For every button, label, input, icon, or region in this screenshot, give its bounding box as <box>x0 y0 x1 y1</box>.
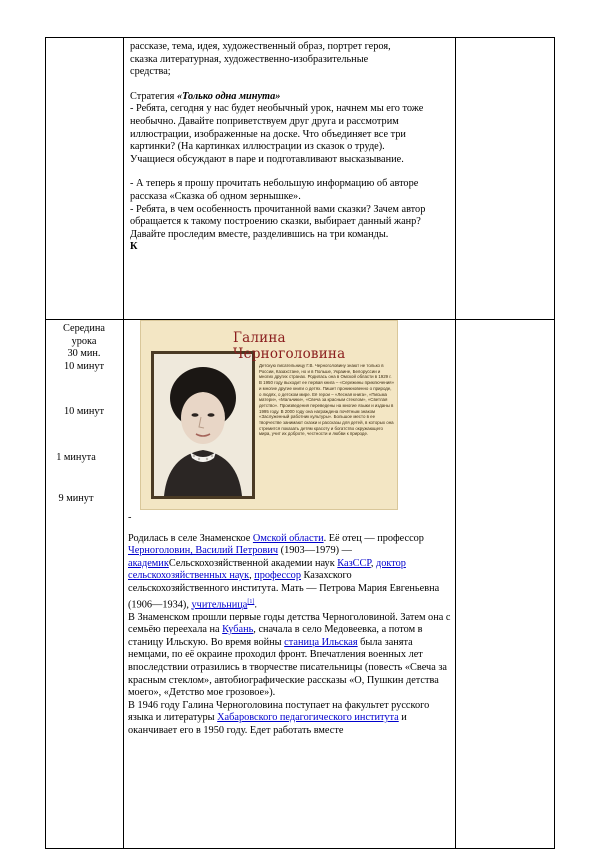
strategy-name: «Только одна минута» <box>176 90 281 102</box>
portrait-illustration <box>154 354 252 496</box>
bio-text-3: (1903—1979) — <box>278 545 352 557</box>
terms-line-3: средства; <box>130 66 171 78</box>
lesson-content-top <box>130 41 452 254</box>
bio-text-6: , <box>249 570 255 582</box>
footnote-link[interactable]: [1] <box>247 598 255 605</box>
link-khabarovsk-institute[interactable]: Хабаровского педагогического института <box>217 712 399 724</box>
stage-duration: 30 мин. <box>67 348 101 360</box>
stage-time-1: 10 минут <box>63 360 105 372</box>
bio-paragraph-2 <box>128 612 452 700</box>
pair-discussion-paragraph: Учащиеся обсуждают в паре и подготавливают высказывание. <box>130 153 404 165</box>
fairy-tale-question-paragraph: - Ребята, в чем особенность прочитанной вами сказки? Зачем автор обращается к такому построению сказки, выбирает данный жанр? Давайте проследим вместе, разделившись на три команды. <box>130 203 426 240</box>
table-top-left-cell <box>45 37 124 320</box>
bio-text-7: Казахского сельскохозяйственного института. Мать — Петрова Мария Евгеньевна (1906—1934), <box>128 570 440 610</box>
stage-label-line-2: урока <box>71 335 97 347</box>
stage-label <box>48 323 120 373</box>
teacher-intro-paragraph: - Ребята, сегодня у нас будет необычный урок, начнем мы его тоже необычно. Давайте поприветствуем друг друга и рассмотрим иллюстрации, изображенные на доске. Что объединяет все три картинки? (На картинках иллюстрации из сказок о труде). <box>130 103 424 153</box>
bio-dash: - <box>128 512 132 523</box>
link-doctor-of-agriculture[interactable]: доктор сельскохозяйственных наук <box>128 557 406 582</box>
stage-time-4: 9 минут <box>58 493 94 504</box>
trailing-letter: К <box>130 241 138 253</box>
bio-p2-text-3: была занята немцами, по её окраине проходил фронт. Впечатления военных лет впоследствии отразились в творчестве писательницы (повесть «Свеча за красным стеклом», автобиографические рассказы «О, Пушкин детства моего», «Детство мое грозовое»). <box>128 636 447 699</box>
bio-paragraph-1 <box>128 533 452 612</box>
terms-line-2: сказка литературная, художественно-изобразительные <box>130 53 369 65</box>
stage-label-line-1: Середина <box>63 323 105 334</box>
link-professor[interactable]: профессор <box>254 570 301 582</box>
stage-time-3: 1 минута <box>56 452 96 463</box>
bio-text-4: Сельскохозяйственной академии наук <box>168 557 338 569</box>
bio-text-8: . <box>254 598 257 610</box>
table-bottom-right-cell <box>455 319 555 849</box>
link-kuban[interactable]: Кубань <box>222 624 254 636</box>
stage-time-2: 10 минут <box>63 406 105 417</box>
strategy-prefix: Стратегия <box>130 90 177 102</box>
table-bottom-left-cell <box>45 319 124 849</box>
terms-line-1: рассказе, тема, идея, художественный образ, портрет героя, <box>130 41 391 52</box>
read-author-paragraph: - А теперь я прошу прочитать небольшую информацию об авторе рассказа «Сказка об одном зернышке». <box>130 178 419 202</box>
bio-p3-text-1: В 1946 году Галина Черноголовина поступает на факультет русского языка и литературы <box>128 699 430 724</box>
link-omsk-region[interactable]: Омской области <box>252 532 324 544</box>
link-ilskaya[interactable]: станица Ильская <box>284 636 358 648</box>
biography-block <box>128 512 452 738</box>
link-teacher[interactable]: учительница <box>191 598 248 610</box>
bio-p2-text-2: , сначала в село Медовеевка, а потом в станицу Ильскую. Во время войны <box>128 624 423 648</box>
link-kazssr[interactable]: КазССР <box>337 557 371 569</box>
card-description: Детскую писательницу Г.В. Черноголовину знают не только в России, Казахстане, но и в Польше, Украине, Белоруссии и многих других странах. Родилась она в Омской области в 1929 г. В 1950 году выходит ее первая книга – «Сережины приключения» и многие другие книги о детях. Пишет проникновенно о природе, о людях, о детском мире. Её герои – «Лесная книга», «Письма матери», «Мальчики», «Свеча за красным стеклом», «Светлая детство». Произведения переведены на многие языки и изданы в 1995 году. В 2000 году она награждена почётным знаком «Заслуженный работник культуры». Большое место в ее творчестве занимают сказки и рассказы для детей, в которых она стремится показать детям красоту и богатство окружающего мира, учит их доброте, честности и любви к природе. <box>259 363 395 437</box>
link-academician[interactable]: академик <box>128 557 169 569</box>
bio-paragraph-3 <box>128 700 452 738</box>
link-father[interactable]: Черноголовин, Василий Петрович <box>128 545 279 557</box>
bio-text-1: Родилась в селе Знаменское <box>128 532 253 544</box>
strategy-heading <box>130 91 452 104</box>
author-info-card <box>140 320 398 510</box>
table-top-right-cell <box>455 37 555 320</box>
author-portrait <box>151 351 255 499</box>
bio-p3-text-2: и оканчивает его в 1950 году. Едет работать вместе <box>128 712 407 736</box>
bio-text-2: . Её отец — профессор <box>323 532 424 544</box>
bio-text-5: , <box>370 557 376 569</box>
bio-p2-text-1: В Знаменском прошли первые годы детства Черноголовиной. Затем она с семьёю переехала на <box>128 611 451 636</box>
card-title: Галина Черноголовина <box>233 330 346 362</box>
